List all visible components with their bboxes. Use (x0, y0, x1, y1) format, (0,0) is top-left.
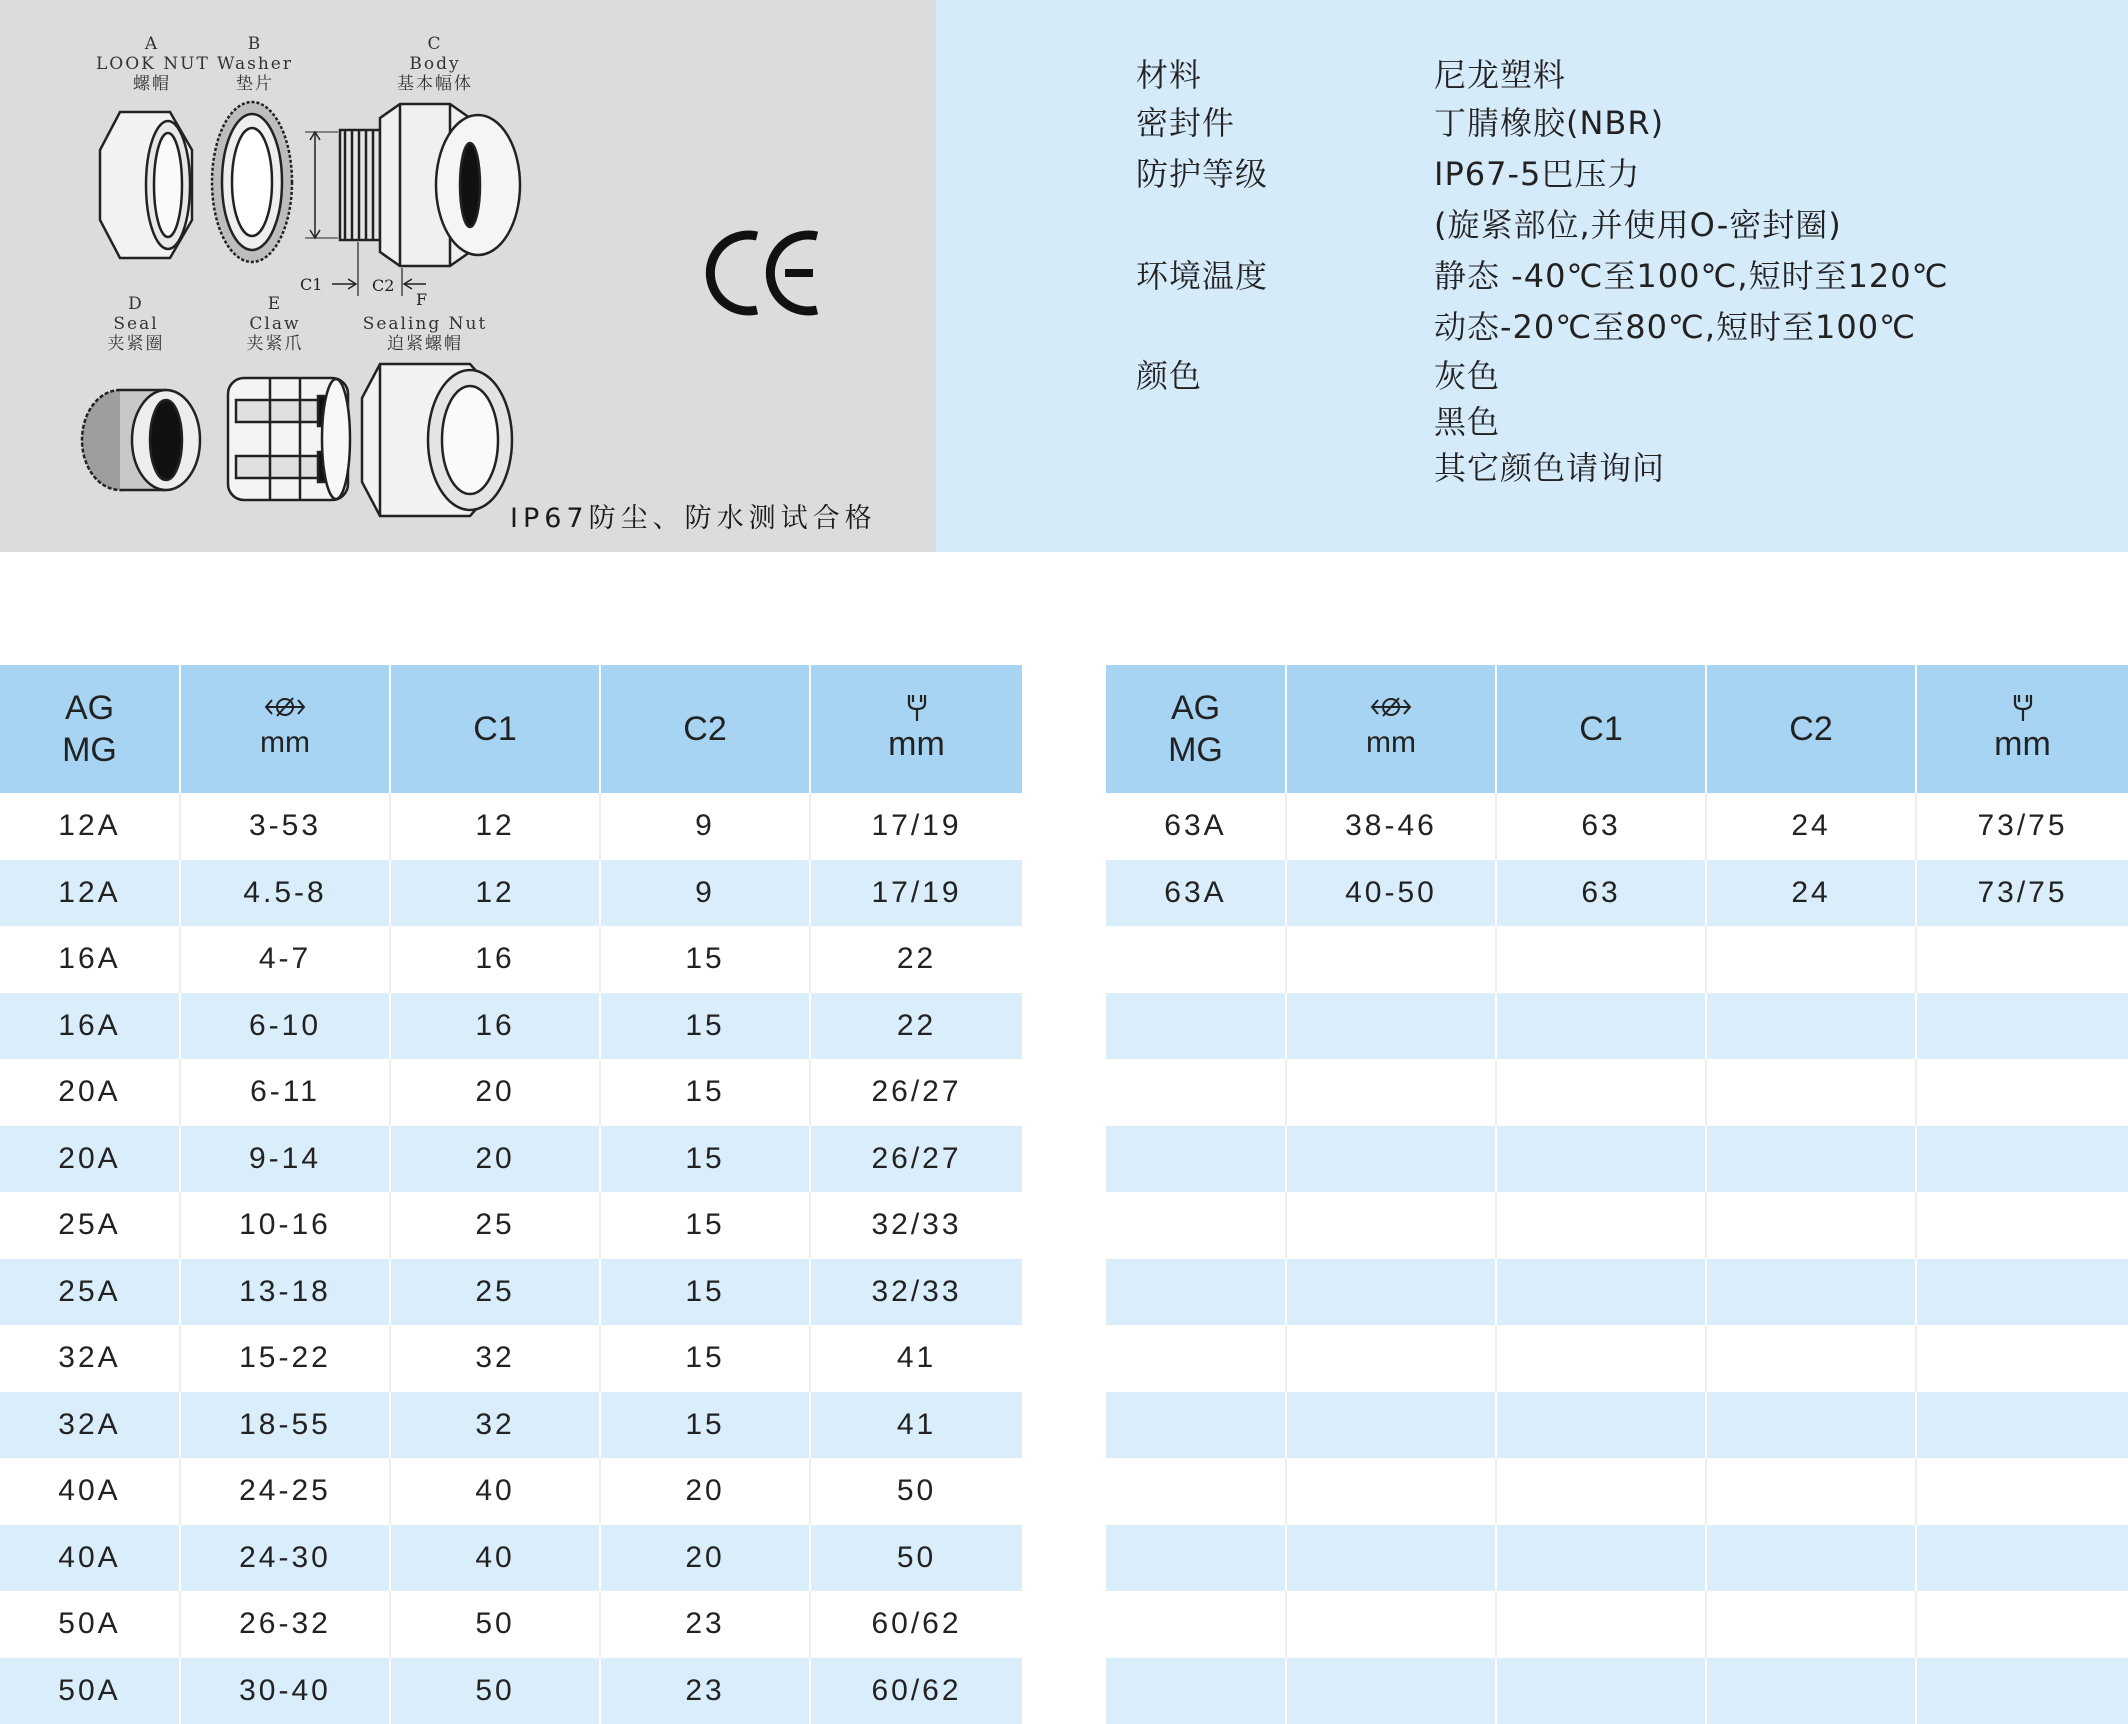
cell-cable-range (1286, 926, 1496, 993)
spec-protection-value: IP67-5巴压力 (1434, 149, 1640, 195)
cell-wrench-size (1916, 993, 2128, 1060)
cell-c1: 32 (390, 1392, 600, 1459)
cell-thread (1106, 926, 1286, 993)
cell-c1 (1496, 1126, 1706, 1193)
table-row (1106, 1591, 2128, 1658)
cell-wrench-size: 41 (810, 1325, 1022, 1392)
size-table-right (1106, 665, 2128, 1724)
spec-temperature-dynamic: 动态-20℃至80℃,短时至100℃ (1434, 302, 1916, 348)
cell-c2: 15 (600, 926, 810, 993)
cell-c2: 20 (600, 1525, 810, 1592)
cell-cable-range (1286, 1259, 1496, 1326)
cell-cable-range: 40-50 (1286, 860, 1496, 927)
sealing-nut-drawing (362, 364, 512, 516)
cell-c1 (1496, 1458, 1706, 1525)
dim-c1-label: C1 (300, 275, 322, 294)
cell-wrench-size (1916, 1059, 2128, 1126)
cell-thread: 32A (0, 1392, 180, 1459)
table-row (1106, 1325, 2128, 1392)
wrench-icon (903, 693, 931, 723)
cell-wrench-size: 32/33 (810, 1259, 1022, 1326)
cell-wrench-size: 41 (810, 1392, 1022, 1459)
table-row (1106, 1392, 2128, 1459)
cell-thread: 50A (0, 1591, 180, 1658)
part-label-a: A LOOK NUT 螺帽 (96, 34, 208, 94)
cell-wrench-size: 17/19 (810, 860, 1022, 927)
table-row (1106, 860, 2128, 927)
body-drawing (305, 104, 520, 296)
table-row (0, 1259, 1022, 1326)
claw-drawing (228, 378, 350, 500)
cell-thread (1106, 1192, 1286, 1259)
header-cable-range: mm (180, 665, 390, 793)
cell-c2 (1706, 926, 1916, 993)
cell-thread: 50A (0, 1658, 180, 1724)
cell-thread (1106, 1658, 1286, 1724)
header-c1: C1 (390, 665, 600, 793)
cell-wrench-size: 50 (810, 1458, 1022, 1525)
spec-temperature-label: 环境温度 (1136, 251, 1268, 297)
cell-cable-range (1286, 1591, 1496, 1658)
table-header-row (0, 665, 1022, 793)
spec-material-label: 材料 (1136, 50, 1202, 96)
cell-wrench-size: 60/62 (810, 1591, 1022, 1658)
cell-cable-range: 4-7 (180, 926, 390, 993)
cell-c1 (1496, 1525, 1706, 1592)
cell-c2 (1706, 1658, 1916, 1724)
cell-wrench-size (1916, 1325, 2128, 1392)
table-row (0, 1392, 1022, 1459)
cell-cable-range (1286, 1525, 1496, 1592)
cell-thread (1106, 1458, 1286, 1525)
cell-c2 (1706, 1192, 1916, 1259)
cell-thread: 63A (1106, 793, 1286, 860)
cell-cable-range: 4.5-8 (180, 860, 390, 927)
cell-c2: 9 (600, 793, 810, 860)
cell-c2 (1706, 1525, 1916, 1592)
cell-c1 (1496, 1192, 1706, 1259)
cell-cable-range: 24-25 (180, 1458, 390, 1525)
table-row (1106, 926, 2128, 993)
dim-c2-label: C2 (372, 276, 394, 295)
cell-cable-range: 15-22 (180, 1325, 390, 1392)
cell-cable-range (1286, 1325, 1496, 1392)
table-row (0, 793, 1022, 860)
cell-thread: 16A (0, 993, 180, 1060)
table-row (0, 1591, 1022, 1658)
cell-thread (1106, 1325, 1286, 1392)
cell-cable-range (1286, 1192, 1496, 1259)
cell-c2: 15 (600, 1392, 810, 1459)
cell-wrench-size: 73/75 (1916, 793, 2128, 860)
cell-c1 (1496, 1392, 1706, 1459)
cell-wrench-size (1916, 1392, 2128, 1459)
cell-thread (1106, 1392, 1286, 1459)
table-row (0, 1525, 1022, 1592)
cell-thread: 25A (0, 1192, 180, 1259)
wrench-icon (2009, 693, 2037, 723)
ip67-caption: IP67防尘、防水测试合格 (510, 496, 877, 535)
cell-wrench-size (1916, 926, 2128, 993)
cell-thread: 40A (0, 1458, 180, 1525)
header-c2: C2 (1706, 665, 1916, 793)
cell-thread: 20A (0, 1126, 180, 1193)
part-label-e: E Claw 夹紧爪 (230, 294, 320, 354)
cell-wrench-size (1916, 1658, 2128, 1724)
cell-thread: 20A (0, 1059, 180, 1126)
table-row (1106, 1192, 2128, 1259)
table-row (1106, 1259, 2128, 1326)
cell-wrench-size: 17/19 (810, 793, 1022, 860)
cell-c1: 20 (390, 1059, 600, 1126)
cell-c2: 15 (600, 993, 810, 1060)
cable-diameter-icon (1368, 694, 1414, 720)
seal-drawing (82, 390, 200, 490)
cell-c1: 40 (390, 1525, 600, 1592)
spec-material-value: 尼龙塑料 (1434, 50, 1566, 96)
spec-protection-note: (旋紧部位,并使用O-密封圈) (1434, 200, 1842, 246)
cell-c2 (1706, 993, 1916, 1060)
cell-c1 (1496, 1259, 1706, 1326)
cell-wrench-size: 22 (810, 926, 1022, 993)
table-row (1106, 793, 2128, 860)
table-row (0, 1325, 1022, 1392)
cell-c2 (1706, 1591, 1916, 1658)
header-cable-range: mm (1286, 665, 1496, 793)
cell-cable-range: 38-46 (1286, 793, 1496, 860)
cell-c2: 15 (600, 1059, 810, 1126)
cell-cable-range: 9-14 (180, 1126, 390, 1193)
cell-thread: 63A (1106, 860, 1286, 927)
cable-diameter-icon (262, 694, 308, 720)
spec-color-black: 黑色 (1434, 397, 1500, 443)
cell-c1: 20 (390, 1126, 600, 1193)
diagram-panel (0, 0, 936, 552)
cell-thread (1106, 1126, 1286, 1193)
cell-c1: 25 (390, 1192, 600, 1259)
table-row (0, 1059, 1022, 1126)
cell-c2: 15 (600, 1259, 810, 1326)
cell-thread (1106, 1525, 1286, 1592)
table-row (0, 926, 1022, 993)
spec-temperature-static: 静态 -40℃至100℃,短时至120℃ (1434, 251, 1949, 297)
cell-c1: 63 (1496, 793, 1706, 860)
cell-c2 (1706, 1059, 1916, 1126)
cell-c2 (1706, 1392, 1916, 1459)
cell-wrench-size (1916, 1525, 2128, 1592)
part-label-c: C Body 基本幅体 (380, 34, 490, 94)
spec-color-other: 其它颜色请询问 (1434, 443, 1665, 489)
cell-c2: 24 (1706, 860, 1916, 927)
part-label-d: D Seal 夹紧圈 (96, 294, 176, 354)
table-row (1106, 993, 2128, 1060)
cell-thread (1106, 1059, 1286, 1126)
cell-c2 (1706, 1325, 1916, 1392)
cell-wrench-size: 50 (810, 1525, 1022, 1592)
table-row (0, 860, 1022, 927)
table-row (1106, 1126, 2128, 1193)
cell-c1: 25 (390, 1259, 600, 1326)
cell-wrench-size: 22 (810, 993, 1022, 1060)
cell-cable-range: 6-10 (180, 993, 390, 1060)
cell-cable-range (1286, 1658, 1496, 1724)
cell-thread: 25A (0, 1259, 180, 1326)
cell-cable-range (1286, 1126, 1496, 1193)
cell-c1: 63 (1496, 860, 1706, 927)
cell-c1 (1496, 1591, 1706, 1658)
cell-c1: 16 (390, 993, 600, 1060)
spec-seal-value: 丁腈橡胶(NBR) (1434, 98, 1664, 144)
cell-c1 (1496, 1325, 1706, 1392)
cell-cable-range: 10-16 (180, 1192, 390, 1259)
part-label-b: B Washer 垫片 (210, 34, 300, 94)
cell-cable-range (1286, 993, 1496, 1060)
table-row (1106, 1525, 2128, 1592)
cell-c1: 12 (390, 860, 600, 927)
header-c1: C1 (1496, 665, 1706, 793)
table-row (1106, 1059, 2128, 1126)
cell-c1: 50 (390, 1591, 600, 1658)
cell-wrench-size: 60/62 (810, 1658, 1022, 1724)
cell-cable-range: 26-32 (180, 1591, 390, 1658)
cell-wrench-size (1916, 1591, 2128, 1658)
header-c2: C2 (600, 665, 810, 793)
cell-c2: 15 (600, 1325, 810, 1392)
header-thread: AG MG (1106, 665, 1286, 793)
cell-cable-range: 6-11 (180, 1059, 390, 1126)
cell-thread (1106, 993, 1286, 1060)
washer-drawing (212, 102, 292, 262)
cell-c1 (1496, 1059, 1706, 1126)
cell-c2: 23 (600, 1658, 810, 1724)
cell-wrench-size: 26/27 (810, 1126, 1022, 1193)
cell-c1 (1496, 993, 1706, 1060)
lock-nut-drawing (100, 112, 192, 258)
dim-f-label: F (416, 290, 427, 309)
cell-cable-range (1286, 1458, 1496, 1525)
table-header-row (1106, 665, 2128, 793)
cell-thread: 40A (0, 1525, 180, 1592)
cell-wrench-size (1916, 1259, 2128, 1326)
spec-protection-label: 防护等级 (1136, 149, 1268, 195)
cell-cable-range: 13-18 (180, 1259, 390, 1326)
cell-c2: 15 (600, 1192, 810, 1259)
cell-c1: 40 (390, 1458, 600, 1525)
cell-wrench-size: 32/33 (810, 1192, 1022, 1259)
cell-thread: 32A (0, 1325, 180, 1392)
table-row (1106, 1658, 2128, 1724)
spec-color-gray: 灰色 (1434, 351, 1500, 397)
cell-cable-range: 18-55 (180, 1392, 390, 1459)
spec-color-label: 颜色 (1136, 351, 1202, 397)
cell-c2 (1706, 1259, 1916, 1326)
cell-c1: 50 (390, 1658, 600, 1724)
cell-wrench-size: 73/75 (1916, 860, 2128, 927)
cell-c1: 12 (390, 793, 600, 860)
cell-thread: 12A (0, 860, 180, 927)
cell-cable-range: 30-40 (180, 1658, 390, 1724)
cell-c2: 9 (600, 860, 810, 927)
cell-wrench-size (1916, 1192, 2128, 1259)
table-row (0, 993, 1022, 1060)
header-wrench-size: mm (1916, 665, 2128, 793)
cell-wrench-size: 26/27 (810, 1059, 1022, 1126)
cell-thread: 12A (0, 793, 180, 860)
cell-thread (1106, 1259, 1286, 1326)
table-row (0, 1458, 1022, 1525)
cell-c1: 32 (390, 1325, 600, 1392)
header-wrench-size: mm (810, 665, 1022, 793)
cell-c2: 24 (1706, 793, 1916, 860)
cell-wrench-size (1916, 1458, 2128, 1525)
part-label-f: Sealing Nut 迫紧螺帽 (360, 314, 490, 354)
cell-c1: 16 (390, 926, 600, 993)
cell-c2: 20 (600, 1458, 810, 1525)
table-row (0, 1192, 1022, 1259)
cell-thread (1106, 1591, 1286, 1658)
cell-cable-range (1286, 1059, 1496, 1126)
cell-c1 (1496, 1658, 1706, 1724)
table-row (1106, 1458, 2128, 1525)
cell-cable-range: 24-30 (180, 1525, 390, 1592)
cell-c1 (1496, 926, 1706, 993)
table-row (0, 1658, 1022, 1724)
cell-c2 (1706, 1458, 1916, 1525)
size-table-left (0, 665, 1022, 1724)
cell-c2 (1706, 1126, 1916, 1193)
cell-thread: 16A (0, 926, 180, 993)
table-row (0, 1126, 1022, 1193)
cell-c2: 15 (600, 1126, 810, 1193)
cell-c2: 23 (600, 1591, 810, 1658)
cell-cable-range (1286, 1392, 1496, 1459)
ce-mark-icon (705, 228, 825, 318)
cell-wrench-size (1916, 1126, 2128, 1193)
header-thread: AG MG (0, 665, 180, 793)
spec-seal-label: 密封件 (1136, 98, 1235, 144)
cell-cable-range: 3-53 (180, 793, 390, 860)
